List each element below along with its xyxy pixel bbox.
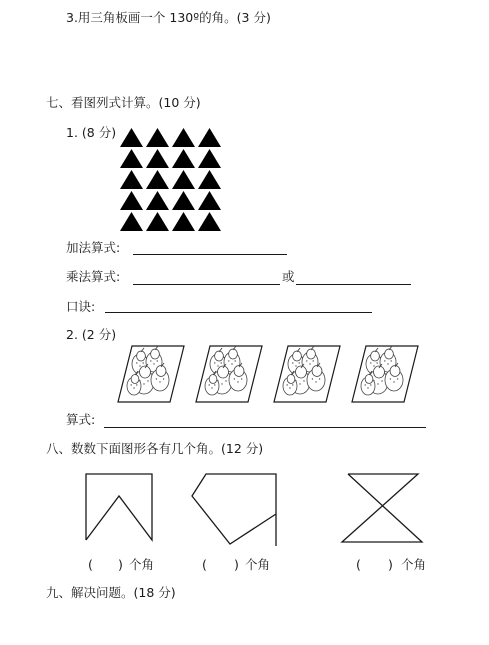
shape-3-bowtie: [336, 470, 426, 546]
equation-answer-line[interactable]: [104, 427, 426, 428]
triangle: [198, 149, 221, 168]
multiplication-label: 乘法算式:: [66, 269, 121, 284]
problem-2-label: 2. (2 分): [66, 327, 117, 342]
triangle: [120, 191, 143, 210]
triangle: [146, 170, 169, 189]
triangle: [146, 191, 169, 210]
multiplication-answer-line-1[interactable]: [133, 284, 280, 285]
triangle: [120, 212, 143, 231]
triangle-grid-figure: [118, 126, 222, 232]
triangle: [120, 128, 143, 147]
answer-1-open: (: [88, 557, 93, 572]
triangle: [120, 149, 143, 168]
equation-label: 算式:: [66, 412, 96, 427]
answer-2-open: (: [202, 557, 207, 572]
or-label: 或: [282, 269, 295, 284]
section-7-heading: 七、看图列式计算。(10 分): [46, 95, 201, 110]
section-9-heading: 九、解决问题。(18 分): [46, 585, 176, 600]
triangle: [172, 170, 195, 189]
answer-3-open: (: [356, 557, 361, 572]
triangle: [146, 149, 169, 168]
answer-2-close: ): [234, 557, 239, 572]
pear-group: [352, 346, 418, 402]
answer-3-close: ): [388, 557, 393, 572]
triangle: [198, 170, 221, 189]
addition-answer-line[interactable]: [133, 254, 287, 255]
triangle: [172, 128, 195, 147]
pear-groups-figure: [116, 344, 416, 406]
problem-1-label: 1. (8 分): [66, 125, 117, 140]
triangle: [198, 128, 221, 147]
triangle: [172, 149, 195, 168]
mnemonic-label: 口诀:: [66, 299, 96, 314]
pear-group: [118, 346, 184, 402]
answer-2-suffix: 个角: [245, 557, 271, 572]
answer-1-suffix: 个角: [129, 557, 155, 572]
triangle: [198, 191, 221, 210]
answer-3-suffix: 个角: [401, 557, 427, 572]
pear-group: [274, 346, 340, 402]
question-3-text: 3.用三角板画一个 130º的角。(3 分): [66, 10, 271, 25]
triangle: [146, 212, 169, 231]
answer-1-close: ): [118, 557, 123, 572]
section-8-heading: 八、数数下面图形各有几个角。(12 分): [46, 441, 264, 456]
mnemonic-answer-line[interactable]: [105, 312, 372, 313]
multiplication-answer-line-2[interactable]: [296, 284, 411, 285]
addition-label: 加法算式:: [66, 240, 121, 255]
shape-1-banner: [82, 470, 156, 542]
triangle: [120, 170, 143, 189]
triangle: [198, 212, 221, 231]
triangle: [172, 191, 195, 210]
shape-2-polygon: [190, 470, 290, 548]
triangle: [172, 212, 195, 231]
pear-group: [196, 346, 262, 402]
triangle: [146, 128, 169, 147]
